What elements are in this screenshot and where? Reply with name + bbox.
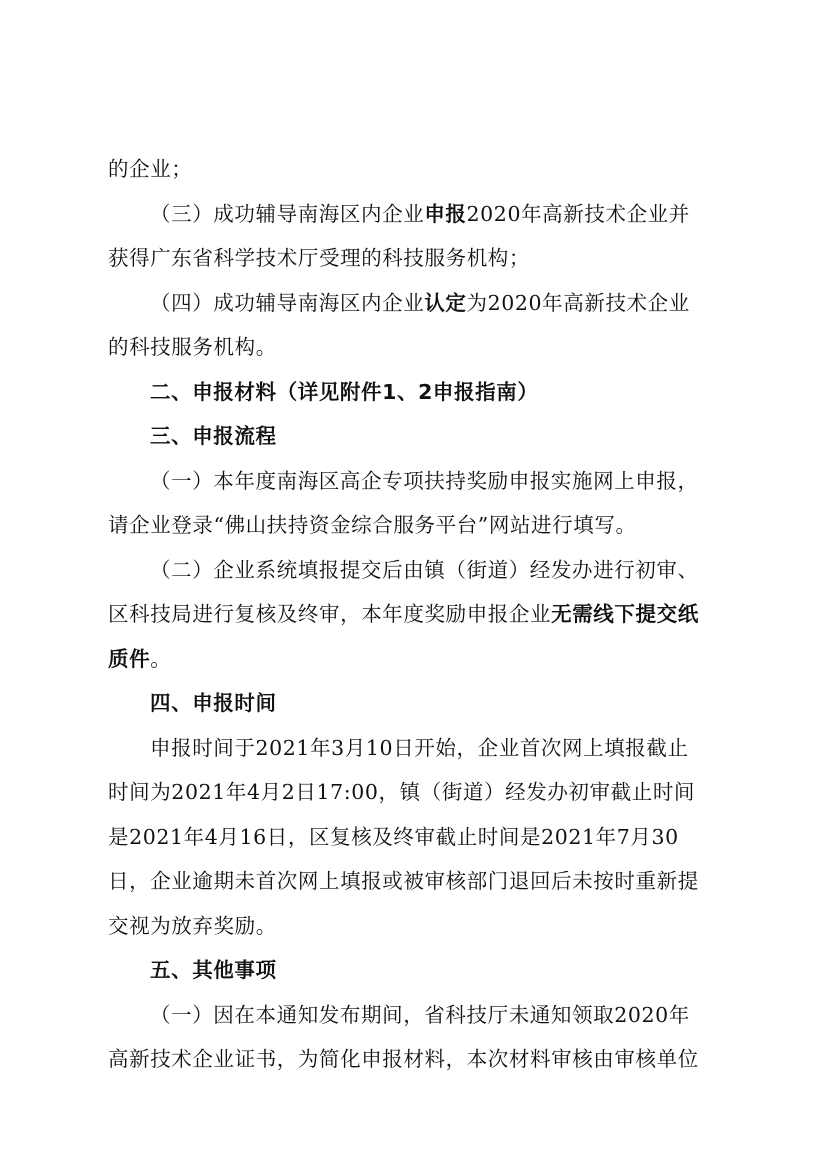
section-heading: 五、其他事项 [150, 958, 277, 982]
emphasis-text: 认定 [424, 291, 467, 315]
paragraph-line: 的科技服务机构。 [108, 335, 277, 359]
paragraph-line: （三）成功辅导南海区内企业申报2020年高新技术企业并 [150, 202, 690, 226]
paragraph-line: （一）本年度南海区高企专项扶持奖励申报实施网上申报， [150, 469, 699, 493]
paragraph-line: （一）因在本通知发布期间，省科技厅未通知领取2020年 [150, 1003, 690, 1027]
paragraph-line: 质件。 [108, 647, 172, 671]
paragraph-line: 时间为2021年4月2日17:00，镇（街道）经发办初审截止时间 [108, 780, 696, 804]
paragraph-line: 高新技术企业证书，为简化申报材料，本次材料审核由审核单位 [108, 1047, 699, 1071]
emphasis-text: 申报 [424, 202, 467, 226]
paragraph-line: 日，企业逾期未首次网上填报或被审核部门退回后未按时重新提 [108, 869, 699, 893]
emphasis-text: 质件 [108, 647, 151, 671]
paragraph-line: 申报时间于2021年3月10日开始，企业首次网上填报截止 [150, 736, 689, 760]
paragraph-line: 区科技局进行复核及终审，本年度奖励申报企业无需线下提交纸 [108, 602, 699, 626]
paragraph-line: 请企业登录“佛山扶持资金综合服务平台”网站进行填写。 [108, 513, 637, 537]
paragraph-line: 获得广东省科学技术厅受理的科技服务机构； [108, 246, 530, 270]
paragraph-line: （二）企业系统填报提交后由镇（街道）经发办进行初审、 [150, 558, 699, 582]
paragraph-line: （四）成功辅导南海区内企业认定为2020年高新技术企业 [150, 291, 690, 315]
paragraph-line: 的企业； [108, 157, 193, 181]
emphasis-text: 无需线下提交纸 [551, 602, 699, 626]
paragraph-line: 交视为放弃奖励。 [108, 914, 277, 938]
section-heading: 三、申报流程 [150, 424, 277, 448]
section-heading: 二、申报材料（详见附件1、2申报指南） [150, 380, 539, 404]
section-heading: 四、申报时间 [150, 691, 277, 715]
paragraph-line: 是2021年4月16日，区复核及终审截止时间是2021年7月30 [108, 825, 679, 849]
